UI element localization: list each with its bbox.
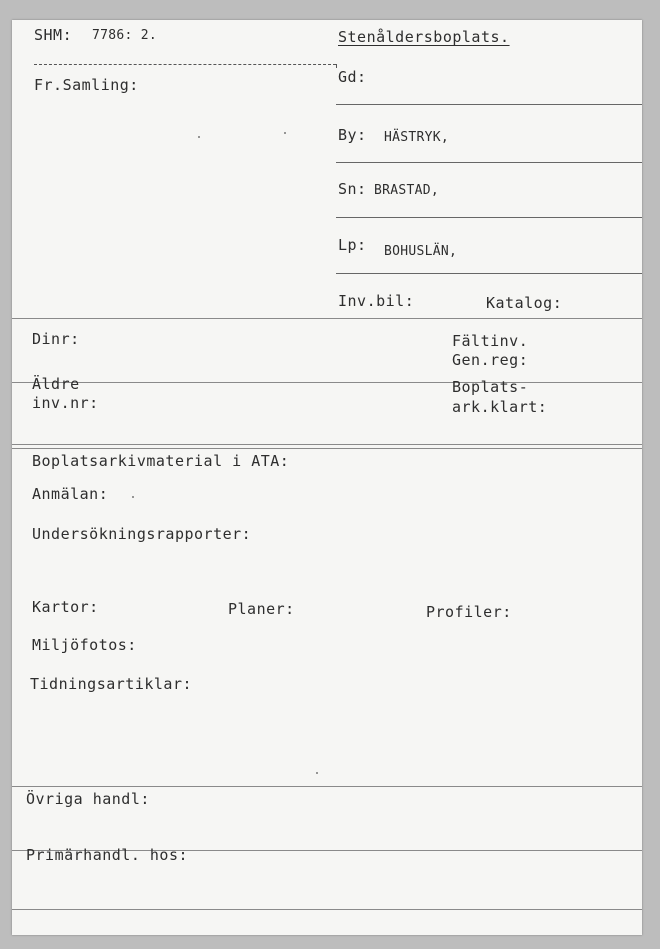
faltinv-label: Fältinv. — [452, 332, 529, 350]
lp-rule — [336, 273, 642, 274]
sn-rule — [336, 217, 642, 218]
profiler-label: Profiler: — [426, 603, 512, 621]
anmalan-label: Anmälan: — [32, 485, 109, 503]
section-rule-3a — [12, 444, 642, 445]
by-value: HÄSTRYK, — [384, 130, 450, 145]
shm-value: 7786: 2. — [92, 28, 158, 43]
section-rule-3b — [12, 448, 642, 449]
sn-value: BRASTAD, — [374, 183, 440, 198]
section-rule-4 — [12, 786, 642, 787]
index-card — [12, 20, 642, 935]
ovriga-label: Övriga handl: — [26, 790, 150, 808]
dinr-label: Dinr: — [32, 330, 80, 348]
boplats-label: Boplats- — [452, 378, 529, 396]
planer-label: Planer: — [228, 600, 295, 618]
left-dashed-rule — [34, 64, 336, 65]
tidning-label: Tidningsartiklar: — [30, 675, 193, 693]
fr-samling-label: Fr.Samling: — [34, 76, 139, 94]
miljofotos-label: Miljöfotos: — [32, 636, 137, 654]
katalog-label: Katalog: — [486, 294, 563, 312]
archive-heading: Boplatsarkivmaterial i ATA: — [32, 452, 290, 470]
section-rule-2 — [12, 382, 642, 383]
invbil-label: Inv.bil: — [338, 292, 415, 310]
aldre-label: Äldre — [32, 375, 80, 393]
undersokning-label: Undersökningsrapporter: — [32, 525, 252, 543]
gd-rule — [336, 104, 642, 105]
scan-speck — [132, 496, 134, 498]
scan-speck — [316, 772, 318, 774]
section-rule-6 — [12, 909, 642, 910]
lp-label: Lp: — [338, 236, 367, 254]
lp-value: BOHUSLÄN, — [384, 244, 458, 259]
by-label: By: — [338, 126, 367, 144]
primar-label: Primärhandl. hos: — [26, 846, 189, 864]
section-rule-1 — [12, 318, 642, 319]
scan-speck — [284, 132, 286, 134]
rule-corner — [336, 64, 337, 68]
sn-label: Sn: — [338, 180, 367, 198]
category-title: Stenåldersboplats. — [338, 28, 510, 46]
arkklart-label: ark.klart: — [452, 398, 548, 416]
invnr-label: inv.nr: — [32, 394, 99, 412]
gd-label: Gd: — [338, 68, 367, 86]
kartor-label: Kartor: — [32, 598, 99, 616]
genreg-label: Gen.reg: — [452, 351, 529, 369]
shm-label: SHM: — [34, 26, 73, 44]
by-rule — [336, 162, 642, 163]
scan-speck — [198, 136, 200, 138]
